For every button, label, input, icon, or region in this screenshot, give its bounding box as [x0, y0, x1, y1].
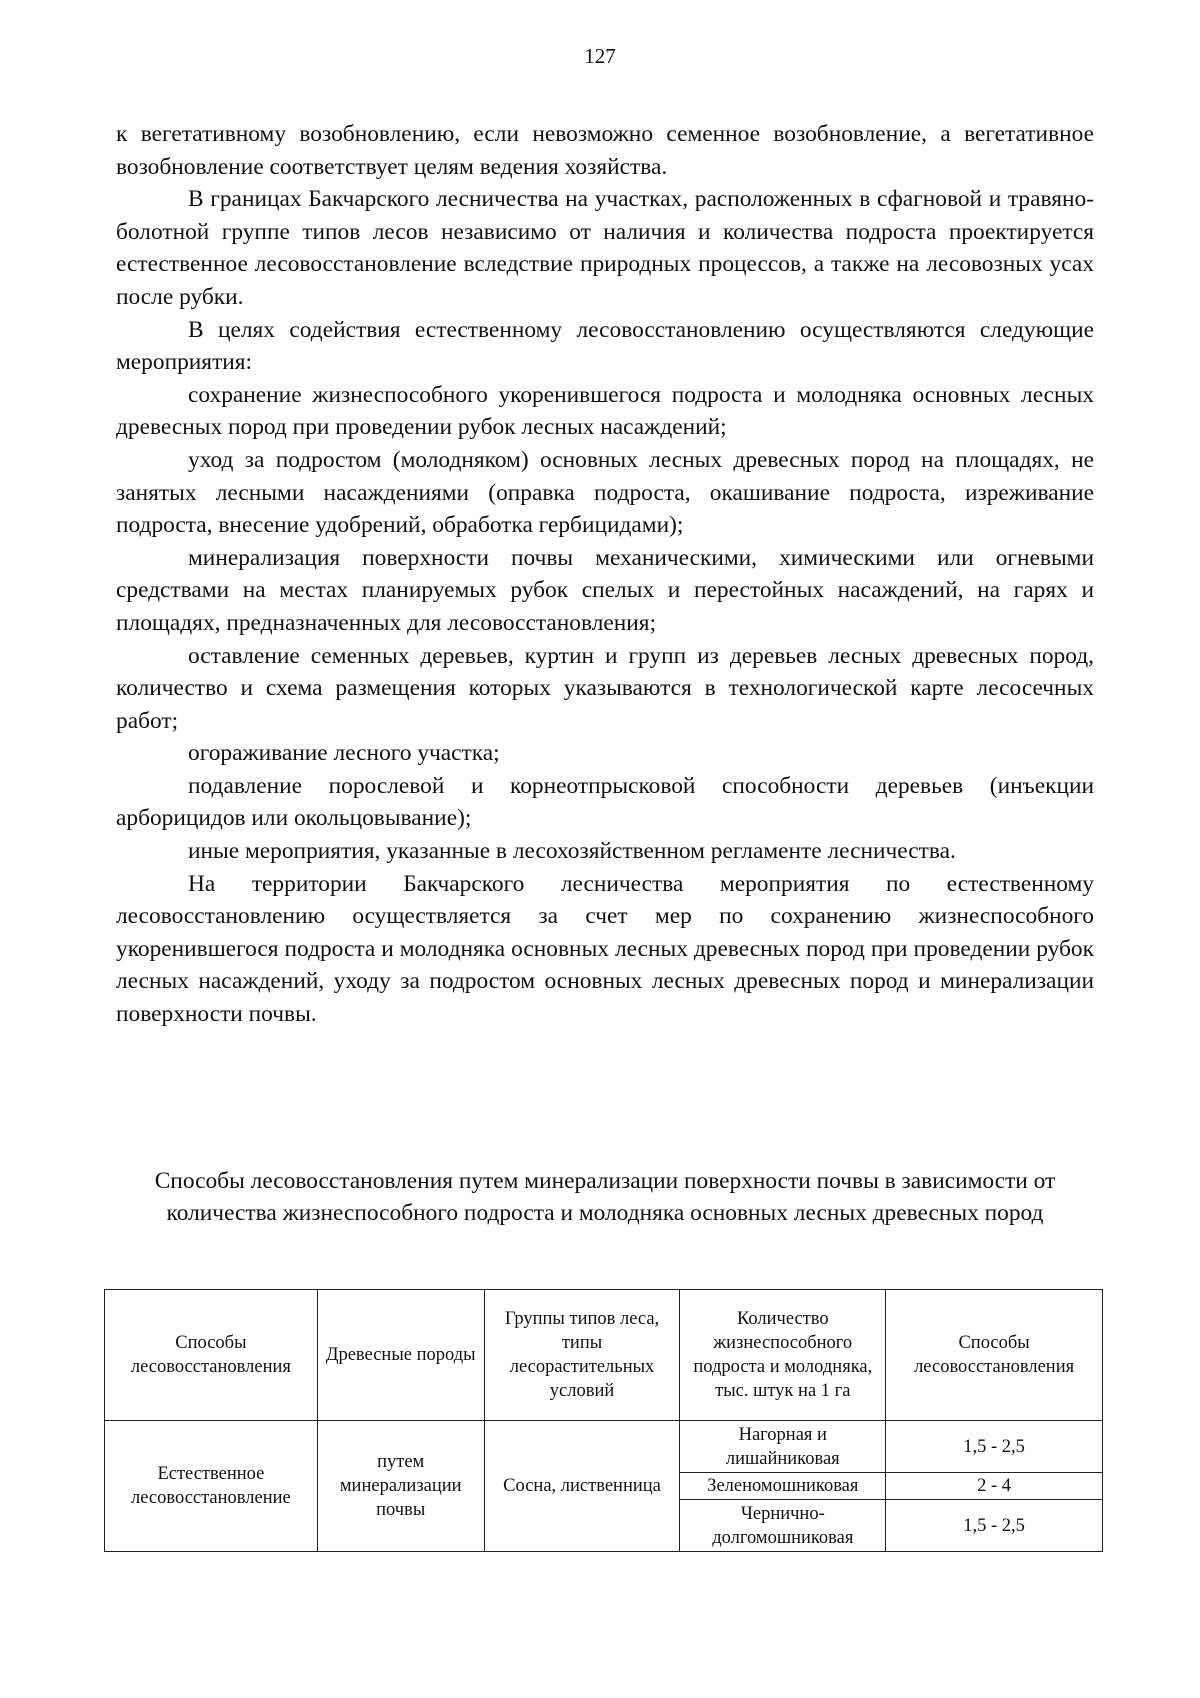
- measure-fencing: огораживание лесного участка;: [188, 740, 500, 767]
- cell-method: Естественное лесовосстановление: [105, 1421, 318, 1552]
- cell-forest-type: Чернично-долгомошниковая: [680, 1500, 886, 1552]
- header-method: Способы лесовосстановления: [105, 1290, 318, 1421]
- paragraph-measures-intro: В целях содействия естественному лесовосстановлению осуществляются следующие мероприятия:: [116, 316, 1094, 376]
- cell-value: 2 - 4: [886, 1473, 1103, 1500]
- reforestation-table: [104, 1289, 1103, 1552]
- cell-value: 1,5 - 2,5: [886, 1421, 1103, 1473]
- header-forest-type-groups: Группы типов леса, типы лесорастительных условий: [484, 1290, 680, 1421]
- cell-forest-type: Нагорная и лишайниковая: [680, 1421, 886, 1473]
- paragraph-bakchar-sphagnum: В границах Бакчарского лесничества на участках, расположенных в сфагновой и травяно-болотной группе типов лесов независимо от наличия и количества подроста проектируется естественное лесовосстановление вследствие природных процессов, а также на лесовозных усах после рубки.: [116, 186, 1094, 310]
- measure-other: иные мероприятия, указанные в лесохозяйственном регламенте лесничества.: [188, 838, 956, 865]
- measure-seed-trees: оставление семенных деревьев, куртин и групп из деревьев лесных древесных пород, количество и схема размещения которых указываются в технологической карте лесосечных работ;: [116, 642, 1094, 734]
- body-text: [116, 118, 1094, 1031]
- measure-suppress-coppice: подавление порослевой и корнеотпрысковой способности деревьев (инъекции арборицидов или окольцовывание);: [116, 772, 1094, 832]
- table-caption: Способы лесовосстановления путем минерализации поверхности почвы в зависимости от количества жизнеспособного подроста и молодняка основных лесных древесных пород: [154, 1168, 1056, 1226]
- header-method-repeat: Способы лесовосстановления: [886, 1290, 1103, 1421]
- measure-preserve-undergrowth: сохранение жизнеспособного укоренившегося подроста и молодняка основных лесных древесных пород при проведении рубок лесных насаждений;: [116, 381, 1094, 441]
- cell-via: путем минерализации почвы: [317, 1421, 484, 1552]
- table-header-row: [105, 1290, 1103, 1421]
- table-row: [105, 1421, 1103, 1473]
- cell-value: 1,5 - 2,5: [886, 1500, 1103, 1552]
- page-number: 127: [584, 44, 616, 68]
- paragraph-bakchar-summary: На территории Бакчарского лесничества мероприятия по естественному лесовосстановлению осуществляется за счет мер по сохранению жизнеспособного укоренившегося подроста и молодняка основных лесных древесных пород при проведении рубок лесных насаждений, уходу за подростом основных лесных древесных пород и минерализации поверхности почвы.: [116, 870, 1094, 1028]
- paragraph-continuation: к вегетативному возобновлению, если невозможно семенное возобновление, а вегетативное возобновление соответствует целям ведения хозяйства.: [116, 121, 1094, 180]
- measure-undergrowth-care: уход за подростом (молодняком) основных лесных древесных пород на площадях, не занятых лесными насаждениями (оправка подроста, окашивание подроста, изреживание подроста, внесение удобрений, обработка гербицидами);: [116, 446, 1094, 539]
- header-undergrowth-quantity: Количество жизнеспособного подроста и молодняка, тыс. штук на 1 га: [680, 1290, 886, 1421]
- header-species: Древесные породы: [317, 1290, 484, 1421]
- cell-forest-type: Зеленомошниковая: [680, 1473, 886, 1500]
- measure-soil-mineralization: минерализация поверхности почвы механическими, химическими или огневыми средствами на местах планируемых рубок спелых и перестойных насаждений, на гарях и площадях, предназначенных для лесовосстановления;: [116, 544, 1094, 636]
- cell-species: Сосна, лиственница: [484, 1421, 680, 1552]
